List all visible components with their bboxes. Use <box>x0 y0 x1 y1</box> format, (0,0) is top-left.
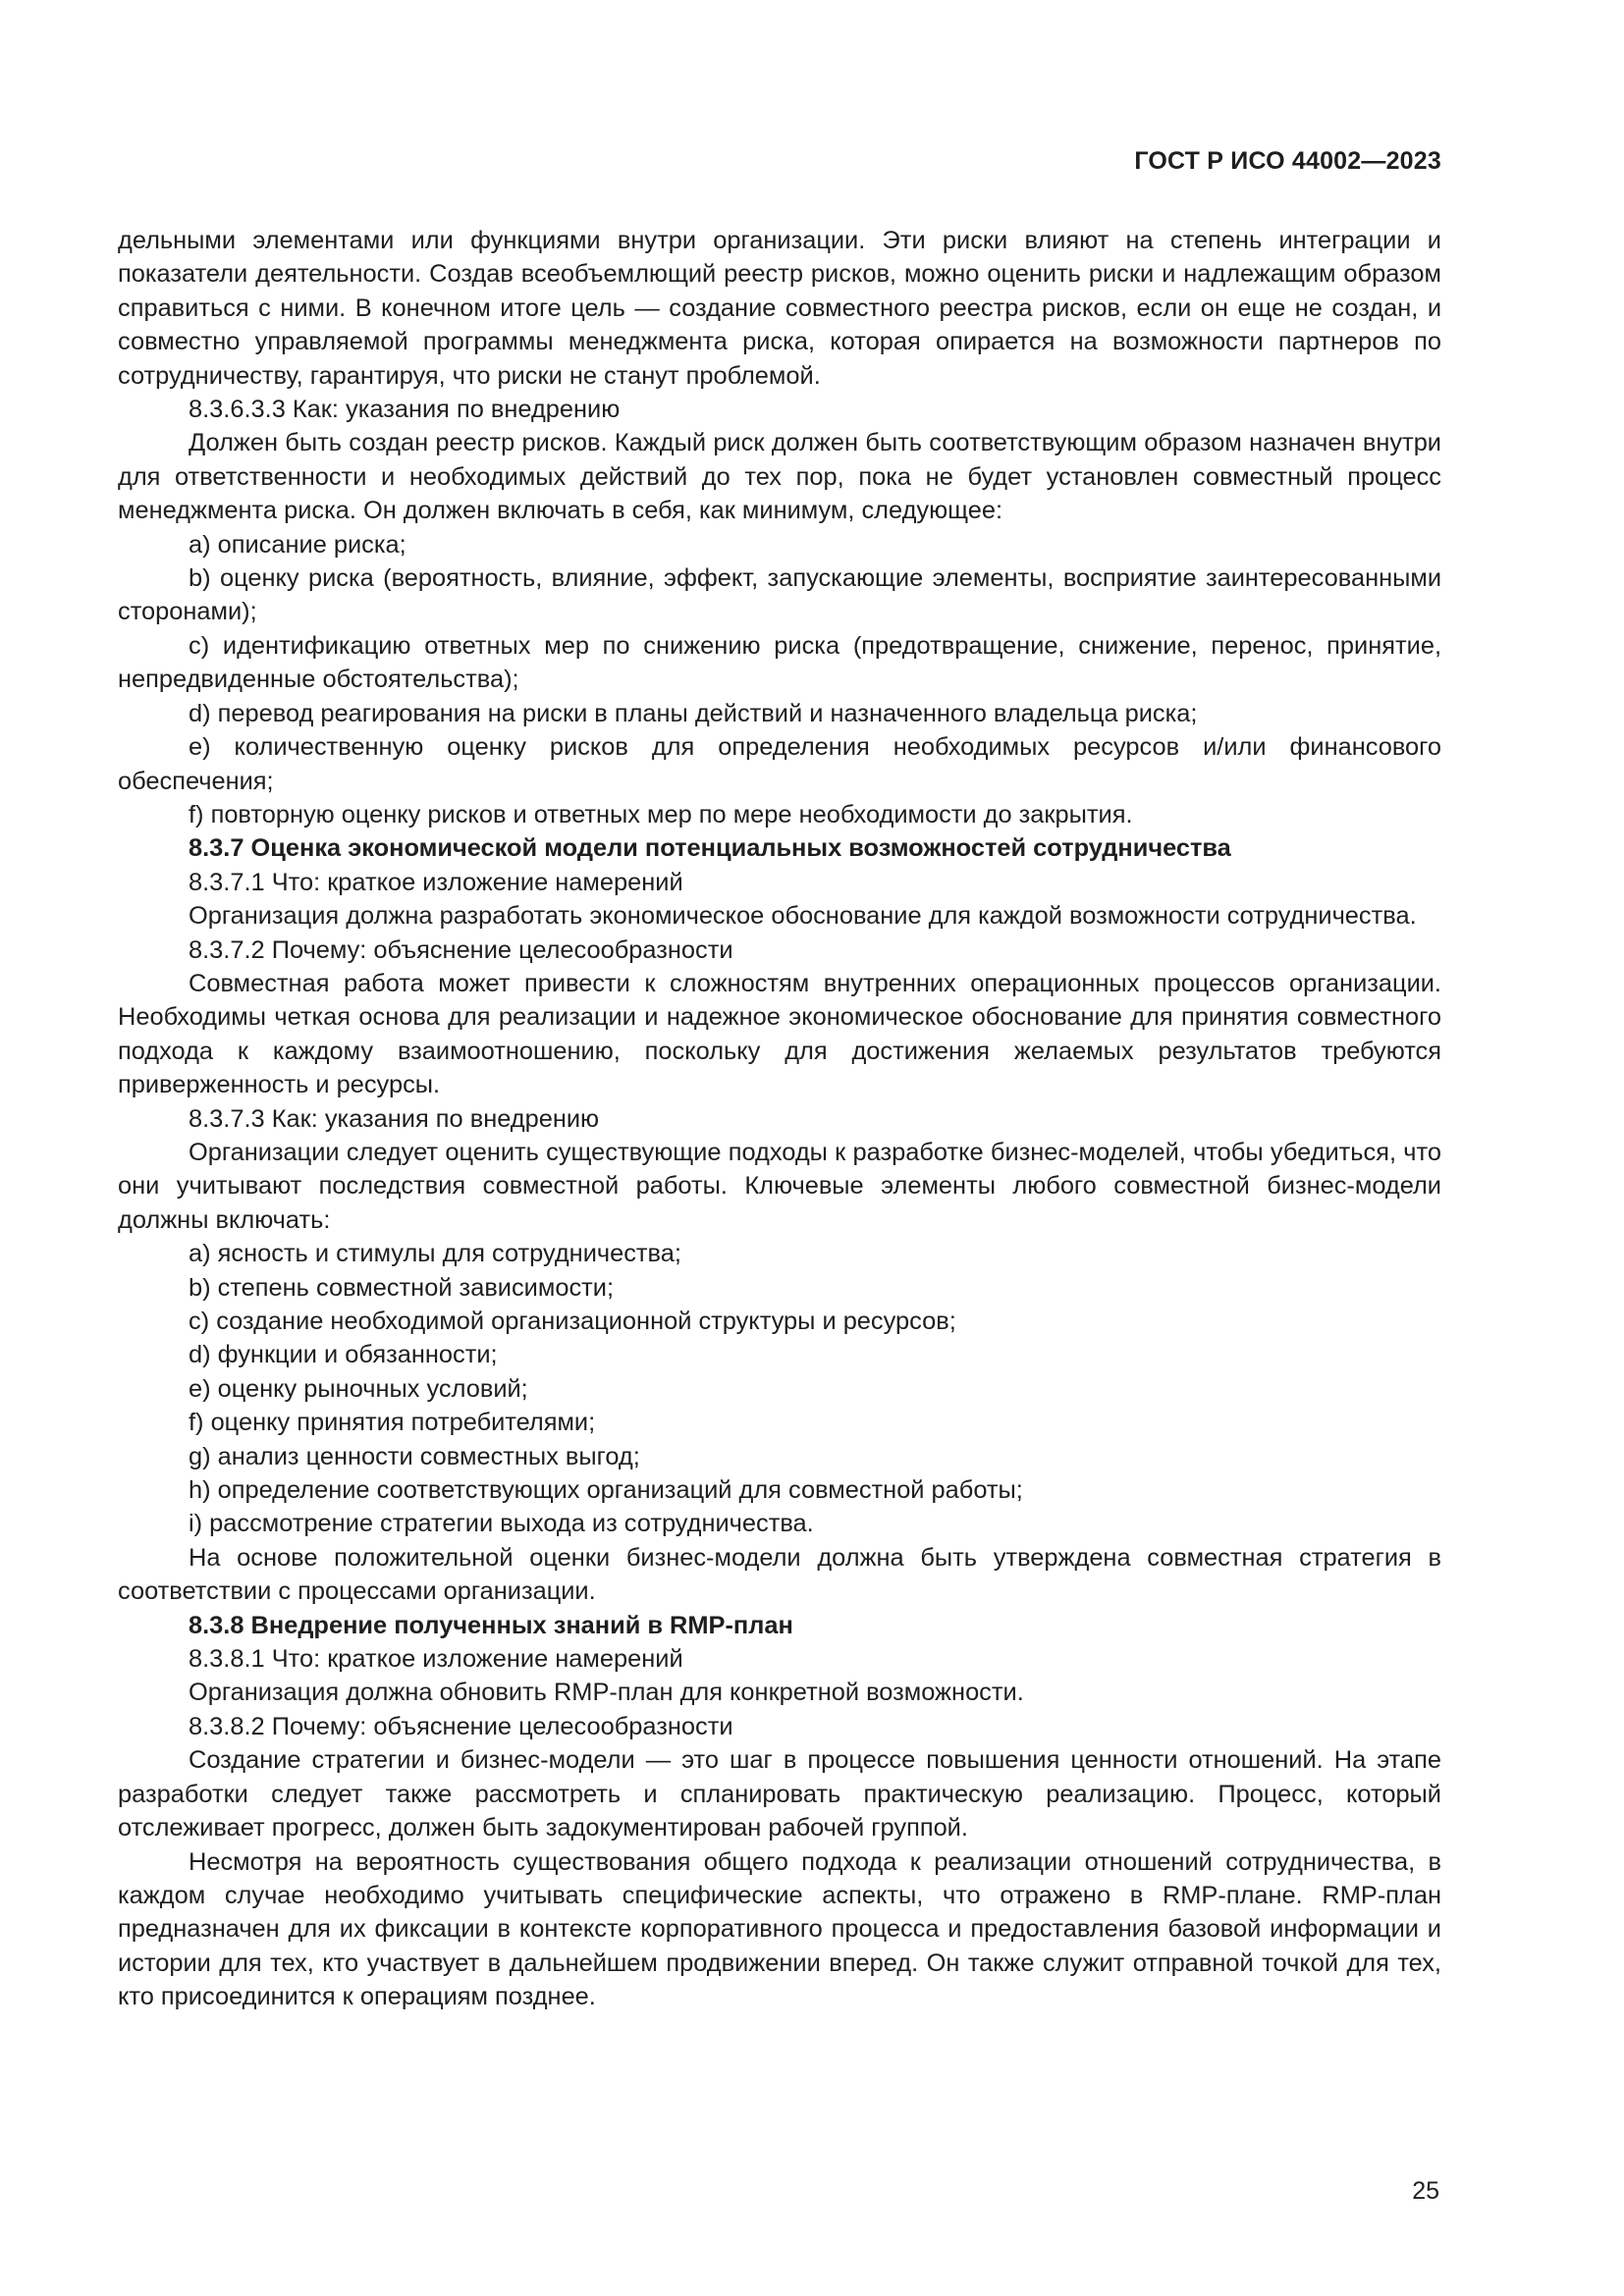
list-item: c) идентификацию ответных мер по снижению риска (предотвращение, снижение, перенос, принятие, непредвиденные обстоятельства); <box>118 631 1441 694</box>
list-item: а) описание риска; <box>189 530 406 559</box>
list-item: b) оценку риска (вероятность, влияние, эффект, запускающие элементы, восприятие заинтересованными сторонами); <box>118 564 1441 626</box>
document-standard-id: ГОСТ Р ИСО 44002—2023 <box>1134 147 1441 175</box>
list-item: d) функции и обязанности; <box>189 1341 498 1369</box>
list-item: f) оценку принятия потребителями; <box>189 1409 596 1437</box>
clause-title: 8.3.8.1 Что: краткое изложение намерений <box>189 1645 683 1674</box>
body-paragraph: Должен быть создан реестр рисков. Каждый риск должен быть соответствующим образом назначен внутри для ответственности и необходимых действий до тех пор, пока не будет установлен совместный процесс менеджмента риска. Он должен включать в себя, как минимум, следующее: <box>118 429 1441 525</box>
clause-title: 8.3.7.1 Что: краткое изложение намерений <box>189 868 683 896</box>
list-item: e) количественную оценку рисков для определения необходимых ресурсов и/или финансового обеспечения; <box>118 733 1441 795</box>
body-paragraph: дельными элементами или функциями внутри организации. Эти риски влияют на степень интеграции и показатели деятельности. Создав всеобъемлющий реестр рисков, можно оценить риски и надлежащим образом справиться с ними. В конечном итоге цель — создание совместного реестра рисков, если он еще не создан, и совместно управляемой программы менеджмента риска, которая опирается на возможности партнеров по сотрудничеству, гарантируя, что риски не станут проблемой. <box>118 227 1441 390</box>
body-paragraph: На основе положительной оценки бизнес-модели должна быть утверждена совместная стратегия в соответствии с процессами организации. <box>118 1543 1441 1606</box>
clause-title: 8.3.7.2 Почему: объяснение целесообразности <box>189 935 733 964</box>
body-paragraph: Совместная работа может привести к сложностям внутренних операционных процессов организации. Необходимы четкая основа для реализации и надежное экономическое обоснование для принятия совместного подхода к каждому взаимоотношению, поскольку для достижения желаемых результатов требуются приверженность и ресурсы. <box>118 969 1441 1099</box>
page-number: 25 <box>1412 2177 1439 2205</box>
body-paragraph: Несмотря на вероятность существования общего подхода к реализации отношений сотрудничества, в каждом случае необходимо учитывать специфические аспекты, что отражено в RMP-плане. RMP-план предназначен для их фиксации в контексте корпоративного процесса и предоставления базовой информации и истории для тех, кто участвует в дальнейшем продвижении вперед. Он также служит отправной точкой для тех, кто присоединится к операциям позднее. <box>118 1847 1441 2011</box>
clause-title: 8.3.8.2 Почему: объяснение целесообразности <box>189 1712 733 1740</box>
list-item: b) степень совместной зависимости; <box>189 1273 615 1302</box>
section-heading: 8.3.8 Внедрение полученных знаний в RMP-план <box>189 1611 793 1639</box>
list-item: e) оценку рыночных условий; <box>189 1374 528 1403</box>
list-item: g) анализ ценности совместных выгод; <box>189 1442 640 1470</box>
clause-title: 8.3.7.3 Как: указания по внедрению <box>189 1104 600 1133</box>
list-item: c) создание необходимой организационной структуры и ресурсов; <box>189 1308 956 1335</box>
body-paragraph: Организация должна обновить RMP-план для конкретной возможности. <box>189 1679 1024 1707</box>
body-paragraph: Организация должна разработать экономическое обоснование для каждой возможности сотрудничества. <box>189 902 1417 931</box>
body-paragraph: Создание стратегии и бизнес-модели — это шаг в процессе повышения ценности отношений. На этапе разработки следует также рассмотреть и спланировать практическую реализацию. Процесс, который отслеживает прогресс, должен быть задокументирован рабочей группой. <box>118 1746 1441 1842</box>
list-item: а) ясность и стимулы для сотрудничества; <box>189 1240 681 1268</box>
list-item: i) рассмотрение стратегии выхода из сотрудничества. <box>189 1510 814 1538</box>
body-paragraph: Организации следует оценить существующие подходы к разработке бизнес-моделей, чтобы убедиться, что они учитывают последствия совместной работы. Ключевые элементы любого совместной бизнес-модели должны включать: <box>118 1138 1441 1234</box>
section-heading: 8.3.7 Оценка экономической модели потенциальных возможностей сотрудничества <box>189 834 1231 863</box>
list-item: d) перевод реагирования на риски в планы действий и назначенного владельца риска; <box>189 699 1198 727</box>
list-item: f) повторную оценку рисков и ответных мер по мере необходимости до закрытия. <box>189 800 1133 828</box>
list-item: h) определение соответствующих организаций для совместной работы; <box>189 1476 1023 1505</box>
clause-title: 8.3.6.3.3 Как: указания по внедрению <box>189 396 621 424</box>
document-body <box>118 224 1441 2014</box>
